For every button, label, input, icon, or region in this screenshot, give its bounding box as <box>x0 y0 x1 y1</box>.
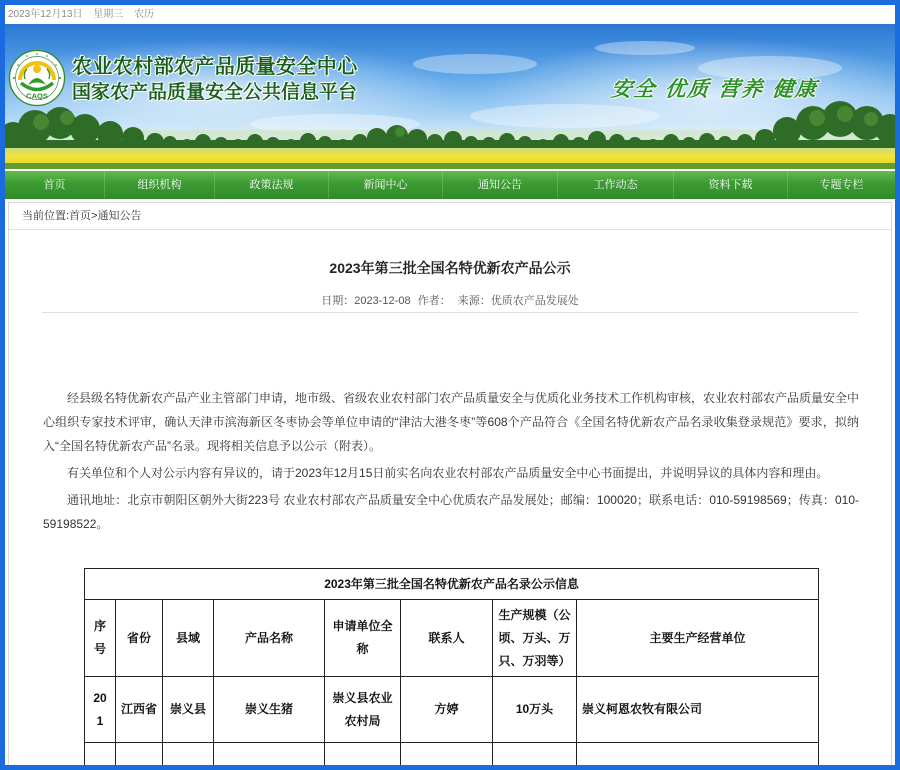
logo-lettering: CAQS <box>26 91 48 101</box>
meta-source: 优质农产品发展处 <box>490 295 579 307</box>
weekday: 星期三 <box>93 9 124 20</box>
title-divider <box>42 312 858 313</box>
product-list-table <box>84 568 819 765</box>
breadcrumb <box>9 203 891 230</box>
breadcrumb-prefix: 当前位置: <box>22 210 70 222</box>
table-title-row <box>85 569 819 600</box>
nav-organization[interactable]: 组织机构 <box>105 171 215 199</box>
nav-special-topics[interactable]: 专题专栏 <box>819 179 864 191</box>
top-date-bar <box>5 5 895 24</box>
current-date: 2023年12月13日 <box>8 9 83 20</box>
header-province: 省份 <box>116 600 163 677</box>
paragraph-objection: 有关单位和个人对公示内容有异议的，请于2023年12月15日前实名向农业农村部农产品质量安全中心书面提出，并说明异议的具体内容和理由。 <box>67 466 829 480</box>
article-meta <box>9 292 891 310</box>
cell-contact: 方婷 <box>401 677 493 743</box>
header-scale: 生产规模（公顷、万头、万只、万羽等） <box>493 600 577 677</box>
lunar-calendar: 农历 <box>134 9 155 20</box>
article-body <box>9 386 859 765</box>
header-county: 县域 <box>163 600 214 677</box>
header-product-name: 产品名称 <box>214 600 325 677</box>
site-subtitle: 国家农产品质量安全公共信息平台 <box>72 82 358 103</box>
table-header-row <box>85 600 819 677</box>
main-content <box>8 202 892 765</box>
grass-band <box>5 163 895 169</box>
article-title: 2023年第三批全国名特优新农产品公示 <box>329 260 571 276</box>
cell-county: 崇义县 <box>163 677 214 743</box>
paragraph-contact: 通讯地址：北京市朝阳区朝外大街223号 农业农村部农产品质量安全中心优质农产品发展处；邮编：100020；联系电话：010-59198569；传真：010-59198522。 <box>43 493 859 531</box>
cell-index: 201 <box>85 677 116 743</box>
site-logo[interactable] <box>8 49 66 107</box>
header-index: 序号 <box>85 600 116 677</box>
nav-home[interactable]: 首页 <box>5 171 105 199</box>
caqs-emblem-icon <box>8 49 66 107</box>
table-title: 2023年第三批全国名特优新农产品名录公示信息 <box>85 569 819 600</box>
cell-main-producer: 崇义柯恩农牧有限公司 <box>577 677 819 743</box>
meta-source-label: 来源： <box>457 295 491 307</box>
cell-applicant: 崇义县农业农村局 <box>325 677 401 743</box>
nav-work-updates[interactable]: 工作动态 <box>558 171 674 199</box>
cell-scale: 10万头 <box>493 677 577 743</box>
header-applicant: 申请单位全称 <box>325 600 401 677</box>
header-contact: 联系人 <box>401 600 493 677</box>
breadcrumb-home-link[interactable]: 首页 <box>69 210 92 222</box>
nav-notices[interactable]: 通知公告 <box>443 171 558 199</box>
site-header <box>5 24 895 169</box>
table-row <box>85 677 819 743</box>
table-row-partial <box>85 743 819 766</box>
meta-date: 2023-12-08 <box>354 295 411 307</box>
nav-policy[interactable]: 政策法规 <box>215 171 329 199</box>
main-nav <box>5 171 895 199</box>
site-title: 农业农村部农产品质量安全中心 <box>72 56 358 78</box>
breadcrumb-current-link[interactable]: 通知公告 <box>97 210 142 222</box>
slogan: 安全 优质 营养 健康 <box>609 76 819 101</box>
meta-author-label: 作者： <box>417 295 451 307</box>
paragraph-announcement: 经县级名特优新农产品产业主管部门申请，地市级、省级农业农村部门农产品质量安全与优质化业务技术工作机构审核，农业农村部农产品质量安全中心组织专家技术评审，确认天津市滨海新区冬枣协会等单位申请的“津沽大港冬枣”等608个产品符合《全国名特优新农产品名录收集登录规范》要求，拟纳入“全国名特优新农产品”名录。现将相关信息予以公示（附表）。 <box>43 391 860 453</box>
cell-province: 江西省 <box>116 677 163 743</box>
article <box>9 258 891 765</box>
breadcrumb-separator: > <box>91 210 98 222</box>
nav-news[interactable]: 新闻中心 <box>329 171 443 199</box>
nav-downloads[interactable]: 资料下载 <box>674 171 788 199</box>
header-main-producer: 主要生产经营单位 <box>577 600 819 677</box>
meta-date-label: 日期： <box>321 295 355 307</box>
cell-product-name: 崇义生猪 <box>214 677 325 743</box>
